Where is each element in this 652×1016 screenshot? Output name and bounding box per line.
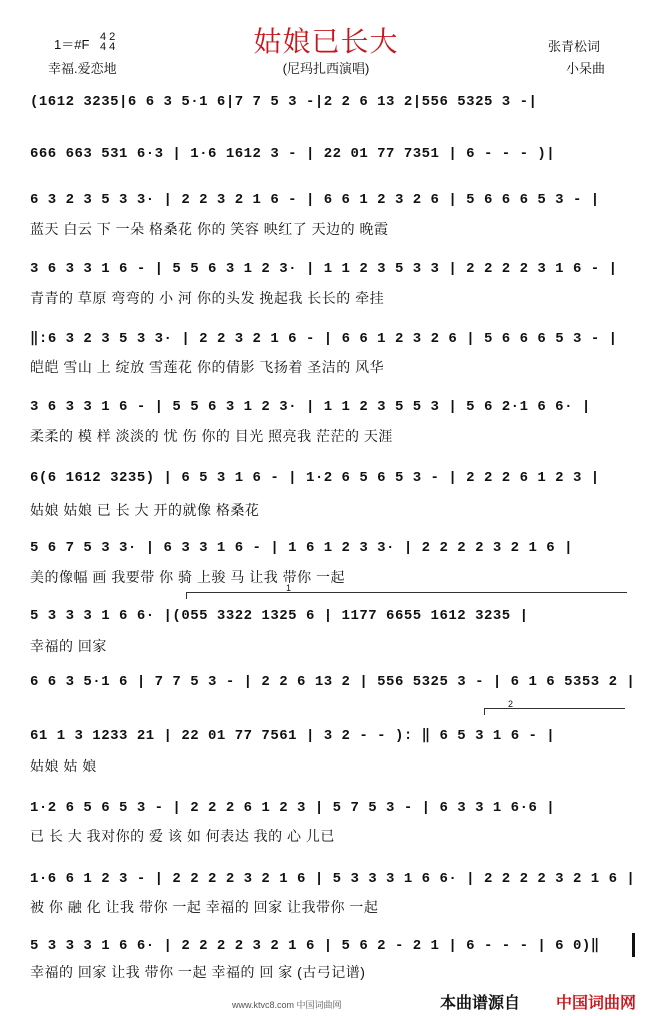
score-row-13-notes: 1·6 6 1 2 3 - | 2 2 2 2 3 2 1 6 | 5 3 3 3 1 6 6· | 2 2 2 2 3 2 1 6 |	[30, 871, 636, 887]
second-ending-label: 2	[508, 699, 514, 709]
singer-credit: (尼玛扎西演唱)	[282, 61, 370, 76]
score-row-9-lyrics: 幸福的 回家	[30, 638, 107, 654]
footer-brand-logo: 中国词曲网	[556, 995, 637, 1012]
score-row-1-notes: (1612 3235|6 6 3 5·1 6|7 7 5 3 -|2 2 6 13 2|556 5325 3 -|	[30, 94, 538, 110]
meter-bottom: 4 4	[100, 41, 116, 53]
first-ending-bracket	[186, 592, 627, 599]
score-row-11-notes: 61 1 3 1233 21 | 22 01 77 7561 | 3 2 - - ): ‖ 6 5 3 1 6 - |	[30, 728, 556, 744]
score-row-14-lyrics: 幸福的 回家 让我 带你 一起 幸福的 回 家 (古弓记谱)	[30, 964, 366, 980]
score-row-12-notes: 1·2 6 5 6 5 3 - | 2 2 2 6 1 2 3 | 5 7 5 3 - | 6 3 3 1 6·6 |	[30, 800, 556, 816]
score-row-2-notes: 666 663 531 6·3 | 1·6 1612 3 - | 22 01 77 7351 | 6 - - - )|	[30, 146, 556, 162]
score-row-5-lyrics: 皑皑 雪山 上 绽放 雪莲花 你的倩影 飞扬着 圣洁的 风华	[30, 359, 385, 375]
score-row-7-lyrics: 姑娘 姑娘 已 长 大 开的就像 格桑花	[30, 502, 260, 518]
composer-credit: 小呆曲	[566, 61, 606, 76]
score-row-9-notes: 5 3 3 3 1 6 6· |(055 3322 1325 6 | 1177 6655 1612 3235 |	[30, 608, 529, 624]
key-signature: 1＝#F	[54, 37, 90, 52]
score-row-4-notes: 3 6 3 3 1 6 - | 5 5 6 3 1 2 3· | 1 1 2 3 5 3 3 | 2 2 2 2 3 1 6 - |	[30, 261, 618, 277]
expression-marking: 幸福.爱恋地	[48, 61, 117, 76]
score-row-14-notes: 5 3 3 3 1 6 6· | 2 2 2 2 3 2 1 6 | 5 6 2 - 2 1 | 6 - - - | 6 0)‖	[30, 938, 600, 954]
score-row-6-lyrics: 柔柔的 模 样 淡淡的 忧 伤 你的 目光 照亮我 茫茫的 天涯	[30, 428, 393, 444]
footer-source-label: 本曲谱源自	[440, 995, 521, 1012]
score-row-3-lyrics: 蓝天 白云 下 一朵 格桑花 你的 笑容 映红了 天边的 晚霞	[30, 221, 389, 237]
score-row-6-notes: 3 6 3 3 1 6 - | 5 5 6 3 1 2 3· | 1 1 2 3 5 5 3 | 5 6 2·1 6 6· |	[30, 399, 591, 415]
meter-top: 4 2	[100, 31, 116, 43]
score-row-11-lyrics: 姑娘 姑 娘	[30, 758, 97, 774]
time-signature	[100, 32, 140, 52]
song-title: 姑娘已长大	[253, 26, 399, 57]
score-row-8-lyrics: 美的像幅 画 我要带 你 骑 上骏 马 让我 带你 一起	[30, 569, 346, 585]
footer-url: www.ktvc8.com 中国词曲网	[232, 1000, 342, 1010]
final-barline	[632, 933, 635, 957]
score-row-3-notes: 6 3 2 3 5 3 3· | 2 2 3 2 1 6 - | 6 6 1 2 3 2 6 | 5 6 6 6 5 3 - |	[30, 192, 600, 208]
second-ending-bracket	[484, 708, 625, 715]
score-row-4-lyrics: 青青的 草原 弯弯的 小 河 你的头发 挽起我 长长的 牵挂	[30, 290, 385, 306]
score-row-12-lyrics: 已 长 大 我对你的 爱 该 如 何表达 我的 心 儿已	[30, 828, 335, 844]
first-ending-label: 1	[286, 583, 292, 593]
score-row-13-lyrics: 被 你 融 化 让我 带你 一起 幸福的 回家 让我带你 一起	[30, 899, 379, 915]
lyricist-credit: 张青松词	[548, 39, 601, 54]
score-row-7-notes: 6(6 1612 3235) | 6 5 3 1 6 - | 1·2 6 5 6 5 3 - | 2 2 2 6 1 2 3 |	[30, 470, 600, 486]
score-row-8-notes: 5 6 7 5 3 3· | 6 3 3 1 6 - | 1 6 1 2 3 3· | 2 2 2 2 3 2 1 6 |	[30, 540, 573, 556]
score-row-5-notes: ‖:6 3 2 3 5 3 3· | 2 2 3 2 1 6 - | 6 6 1 2 3 2 6 | 5 6 6 6 5 3 - |	[30, 331, 618, 347]
score-row-10-notes: 6 6 3 5·1 6 | 7 7 5 3 - | 2 2 6 13 2 | 556 5325 3 - | 6 1 6 5353 2 |	[30, 674, 636, 690]
